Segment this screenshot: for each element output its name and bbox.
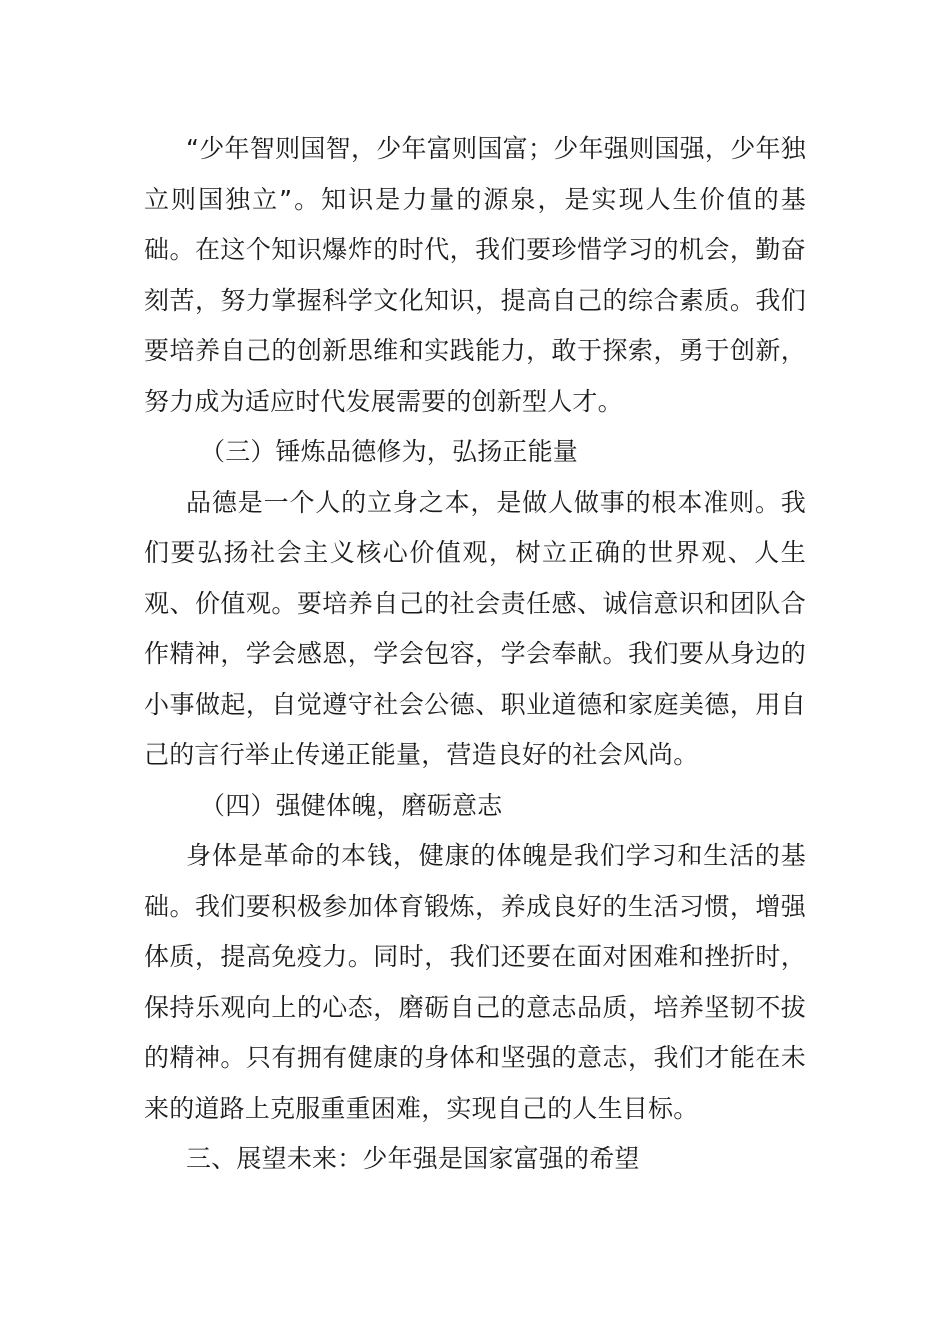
paragraph-virtue: 品德是一个人的立身之本，是做人做事的根本准则。我们要弘扬社会主义核心价值观，树立正确的世界观、人生观、价值观。要培养自己的社会责任感、诚信意识和团队合作精神，学会感恩，学会包容，学会奉献。我们要从身边的小事做起，自觉遵守社会公德、职业道德和家庭美德，用自己的言行举止传递正能量，营造良好的社会风尚。 (144, 487, 806, 769)
document-page (144, 124, 806, 1185)
paragraph-physique: 身体是革命的本钱，健康的体魄是我们学习和生活的基础。我们要积极参加体育锻炼，养成良好的生活习惯，增强体质，提高免疫力。同时，我们还要在面对困难和挫折时，保持乐观向上的心态，磨砺自己的意志品质，培养坚韧不拔的精神。只有拥有健康的身体和坚强的意志，我们才能在未来的道路上克服重重困难，实现自己的人生目标。 (144, 841, 806, 1123)
subheading-physique: （四）强健体魄，磨砺意志 (200, 790, 503, 820)
paragraph-knowledge: “少年智则国智，少年富则国富；少年强则国强，少年独立则国独立”。知识是力量的源泉，是实现人生价值的基础。在这个知识爆炸的时代，我们要珍惜学习的机会，勤奋刻苦，努力掌握科学文化知识，提高自己的综合素质。我们要培养自己的创新思维和实践能力，敢于探索，勇于创新，努力成为适应时代发展需要的创新型人才。 (144, 134, 806, 416)
subheading-virtue: （三）锤炼品德修为，弘扬正能量 (200, 437, 579, 466)
section-heading-future: 三、展望未来：少年强是国家富强的希望 (186, 1144, 640, 1173)
